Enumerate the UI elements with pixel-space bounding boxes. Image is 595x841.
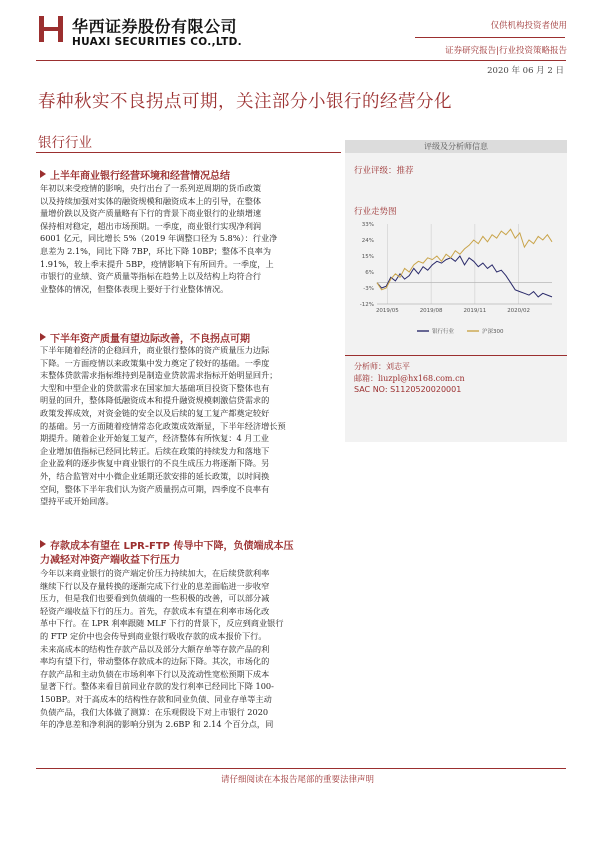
y-tick-label: 15% [361,254,374,260]
section-heading: 上半年商业银行经营环境和经营情况总结 [50,171,230,182]
text-line: 1.91%，较上季末提升 5BP，疫情影响下有所回升。一季度，上 [40,258,274,269]
y-tick-label: -12% [359,302,374,308]
text-line: 继续下行以及存量转换的逐渐完成下行业的息差面临进一步收窄 [40,580,270,591]
trend-chart-title: 行业走势图 [354,207,397,217]
x-tick-label: 2020/02 [507,308,531,314]
section-body [40,567,334,731]
text-line: 今年以来商业银行的资产端定价压力持续加大，在后续贷款利率 [40,568,270,578]
text-line: 企业增加值指标已经同比转正。后续在政策的持续发力和落地下 [40,445,270,456]
text-line: 空间，整体下半年我们认为资产质量拐点可期，四季度不良率有 [40,483,270,494]
x-tick-label: 2019/05 [375,308,399,314]
text-line: 量增价跌以及资产质量略有下行的背景下商业银行的业绩增速 [40,208,262,219]
series-line-1 [377,229,552,289]
text-line: 保持相对稳定，超出市场预期。一季度，商业银行实现净利润 [40,220,262,231]
text-line: 存款产品和主动负债在市场利率下行以及流动性宽松预期下成本 [40,668,270,679]
text-line: 政策发挥成效，对资金链的安全以及后续的复工复产都奠定较好 [40,407,270,418]
industry-rating [354,164,414,176]
report-type: 证券研究报告|行业投资策略报告 [445,46,567,56]
sidebar-divider [345,355,567,356]
text-line: 的 FTP 定价中也会传导到商业银行吸收存款的成本报价下行。 [40,630,267,641]
y-tick-label: -3% [363,286,374,292]
audience-note: 仅供机构投资者使用 [490,21,567,31]
section-heading: 下半年资产质量有望边际改善，不良拐点可期 [50,334,250,345]
text-line: 6001 亿元，同比增长 5%（2019 年调整口径为 5.8%）：行业净 [40,233,278,244]
bullet-triangle-icon [40,170,46,178]
text-line: 末整体贷款需求指标维持到是制造业贷款需求指标开始明显回升； [40,370,278,381]
huaxi-logo-icon [37,14,65,44]
text-line: 压力，但是我们也要看到负债端的一些积极的改善，可以部分减 [40,593,270,604]
text-line: 外，结合监管对中小微企业延期还款安排的延长政策，以时间换 [40,470,270,481]
analyst-name: 分析师：刘志平 [354,362,410,371]
text-line: 明显的回升，整体降低融资成本和提升融资规模刺激信贷需求的 [40,395,270,406]
series-line-0 [377,256,552,297]
report-title: 春种秋实不良拐点可期，关注部分小银行的经营分化 [38,92,452,112]
text-line: 大型和中型企业的贷款需求在国家加大基础项目投资下整体也有 [40,382,270,393]
section-heading-line1: 存款成本有望在 LPR-FTP 传导中下降，负债端成本压 [50,541,294,552]
legend-label: 沪深300 [482,329,504,335]
analyst-sac-number: SAC NO: S1120520020001 [354,385,462,394]
section-body [40,182,334,295]
rating-panel-title: 评级及分析师信息 [345,140,567,153]
analyst-email[interactable]: 邮箱：liuzpl@hx168.com.cn [354,374,465,383]
text-line: 期提升。随着企业开始复工复产，经济整体有所恢复：4 月工业 [40,433,269,444]
report-date: 2020 年 06 月 2 日 [487,66,564,76]
text-line: 的基础。另一方面随着疫情常态化政策成效渐显，下半年经济增长预 [40,420,286,431]
text-line: 负债产品，我们大体做了测算：在乐观假设下对上市银行 2020 [40,706,269,717]
y-tick-label: 33% [361,222,374,228]
section-heading-line2: 力减轻对冲资产端收益下行压力 [40,555,180,566]
text-line: 年初以来受疫情的影响，央行出台了一系列逆周期的货币政策 [40,183,262,193]
text-line: 下半年随着经济的企稳回升，商业银行整体的资产质量压力边际 [40,345,270,355]
text-line: 息差为 2.1%，同比下降 7BP，环比下降 10BP；整体不良率为 [40,245,272,256]
brand-name-cn: 华西证券股份有限公司 [72,17,238,36]
text-line: 企业盈利的逐步恢复中商业银行的不良生成压力将逐渐下降。另 [40,458,270,469]
header-divider-short [415,37,565,38]
text-line: 望持平或开始回落。 [40,496,114,507]
text-line: 革中下行。在 LPR 利率跟随 MLF 下行的背景下，反应到商业银行 [40,618,284,629]
y-tick-label: 6% [365,270,374,276]
text-line: 年的净息差和净利润的影响分别为 2.6BP 和 2.14 个百分点，同 [40,719,274,730]
text-line: 未来高成本的结构性存款产品以及部分大额存单等存款产品的利 [40,643,270,654]
x-tick-label: 2019/08 [419,308,443,314]
legend-label: 银行行业 [432,329,455,335]
text-line: 轻资产端收益下行的压力。首先，存款成本有望在利率市场化改 [40,605,270,616]
rating-value: 推荐 [396,166,414,176]
trend-chart [347,218,562,350]
industry-label: 银行行业 [38,135,92,151]
text-line: 下降。一方面疫情以来政策集中发力奠定了较好的基础。一季度 [40,357,270,368]
header-divider [36,60,566,61]
section-body [40,344,334,508]
text-line: 150BP。对于高成本的结构性存款和同业负债、同业存单等主动 [40,693,272,704]
y-tick-label: 24% [361,238,374,244]
brand-name-en: HUAXI SECURITIES CO.,LTD. [72,36,242,48]
footer-divider [36,768,566,769]
bullet-triangle-icon [40,333,46,341]
text-line: 市银行的业绩、资产质量等指标在趋势上以及结构上均符合行 [40,271,262,282]
bullet-triangle-icon [40,540,46,548]
text-line: 业整体的情况，但整体表现上要好于行业整体情况。 [40,283,229,294]
rating-label: 行业评级： [354,166,397,176]
text-line: 率均有望下行，带动整体存款成本的边际下降。其次，市场化的 [40,656,270,667]
industry-divider [36,152,341,153]
legal-notice[interactable]: 请仔细阅读在本报告尾部的重要法律声明 [220,775,374,785]
text-line: 显著下行。整体来看目前同业存款的发行利率已经同比下降 100- [40,681,274,692]
x-tick-label: 2019/11 [463,308,487,314]
text-line: 以及持续加强对实体的融资规模和融资成本上的引导，在整体 [40,195,262,206]
